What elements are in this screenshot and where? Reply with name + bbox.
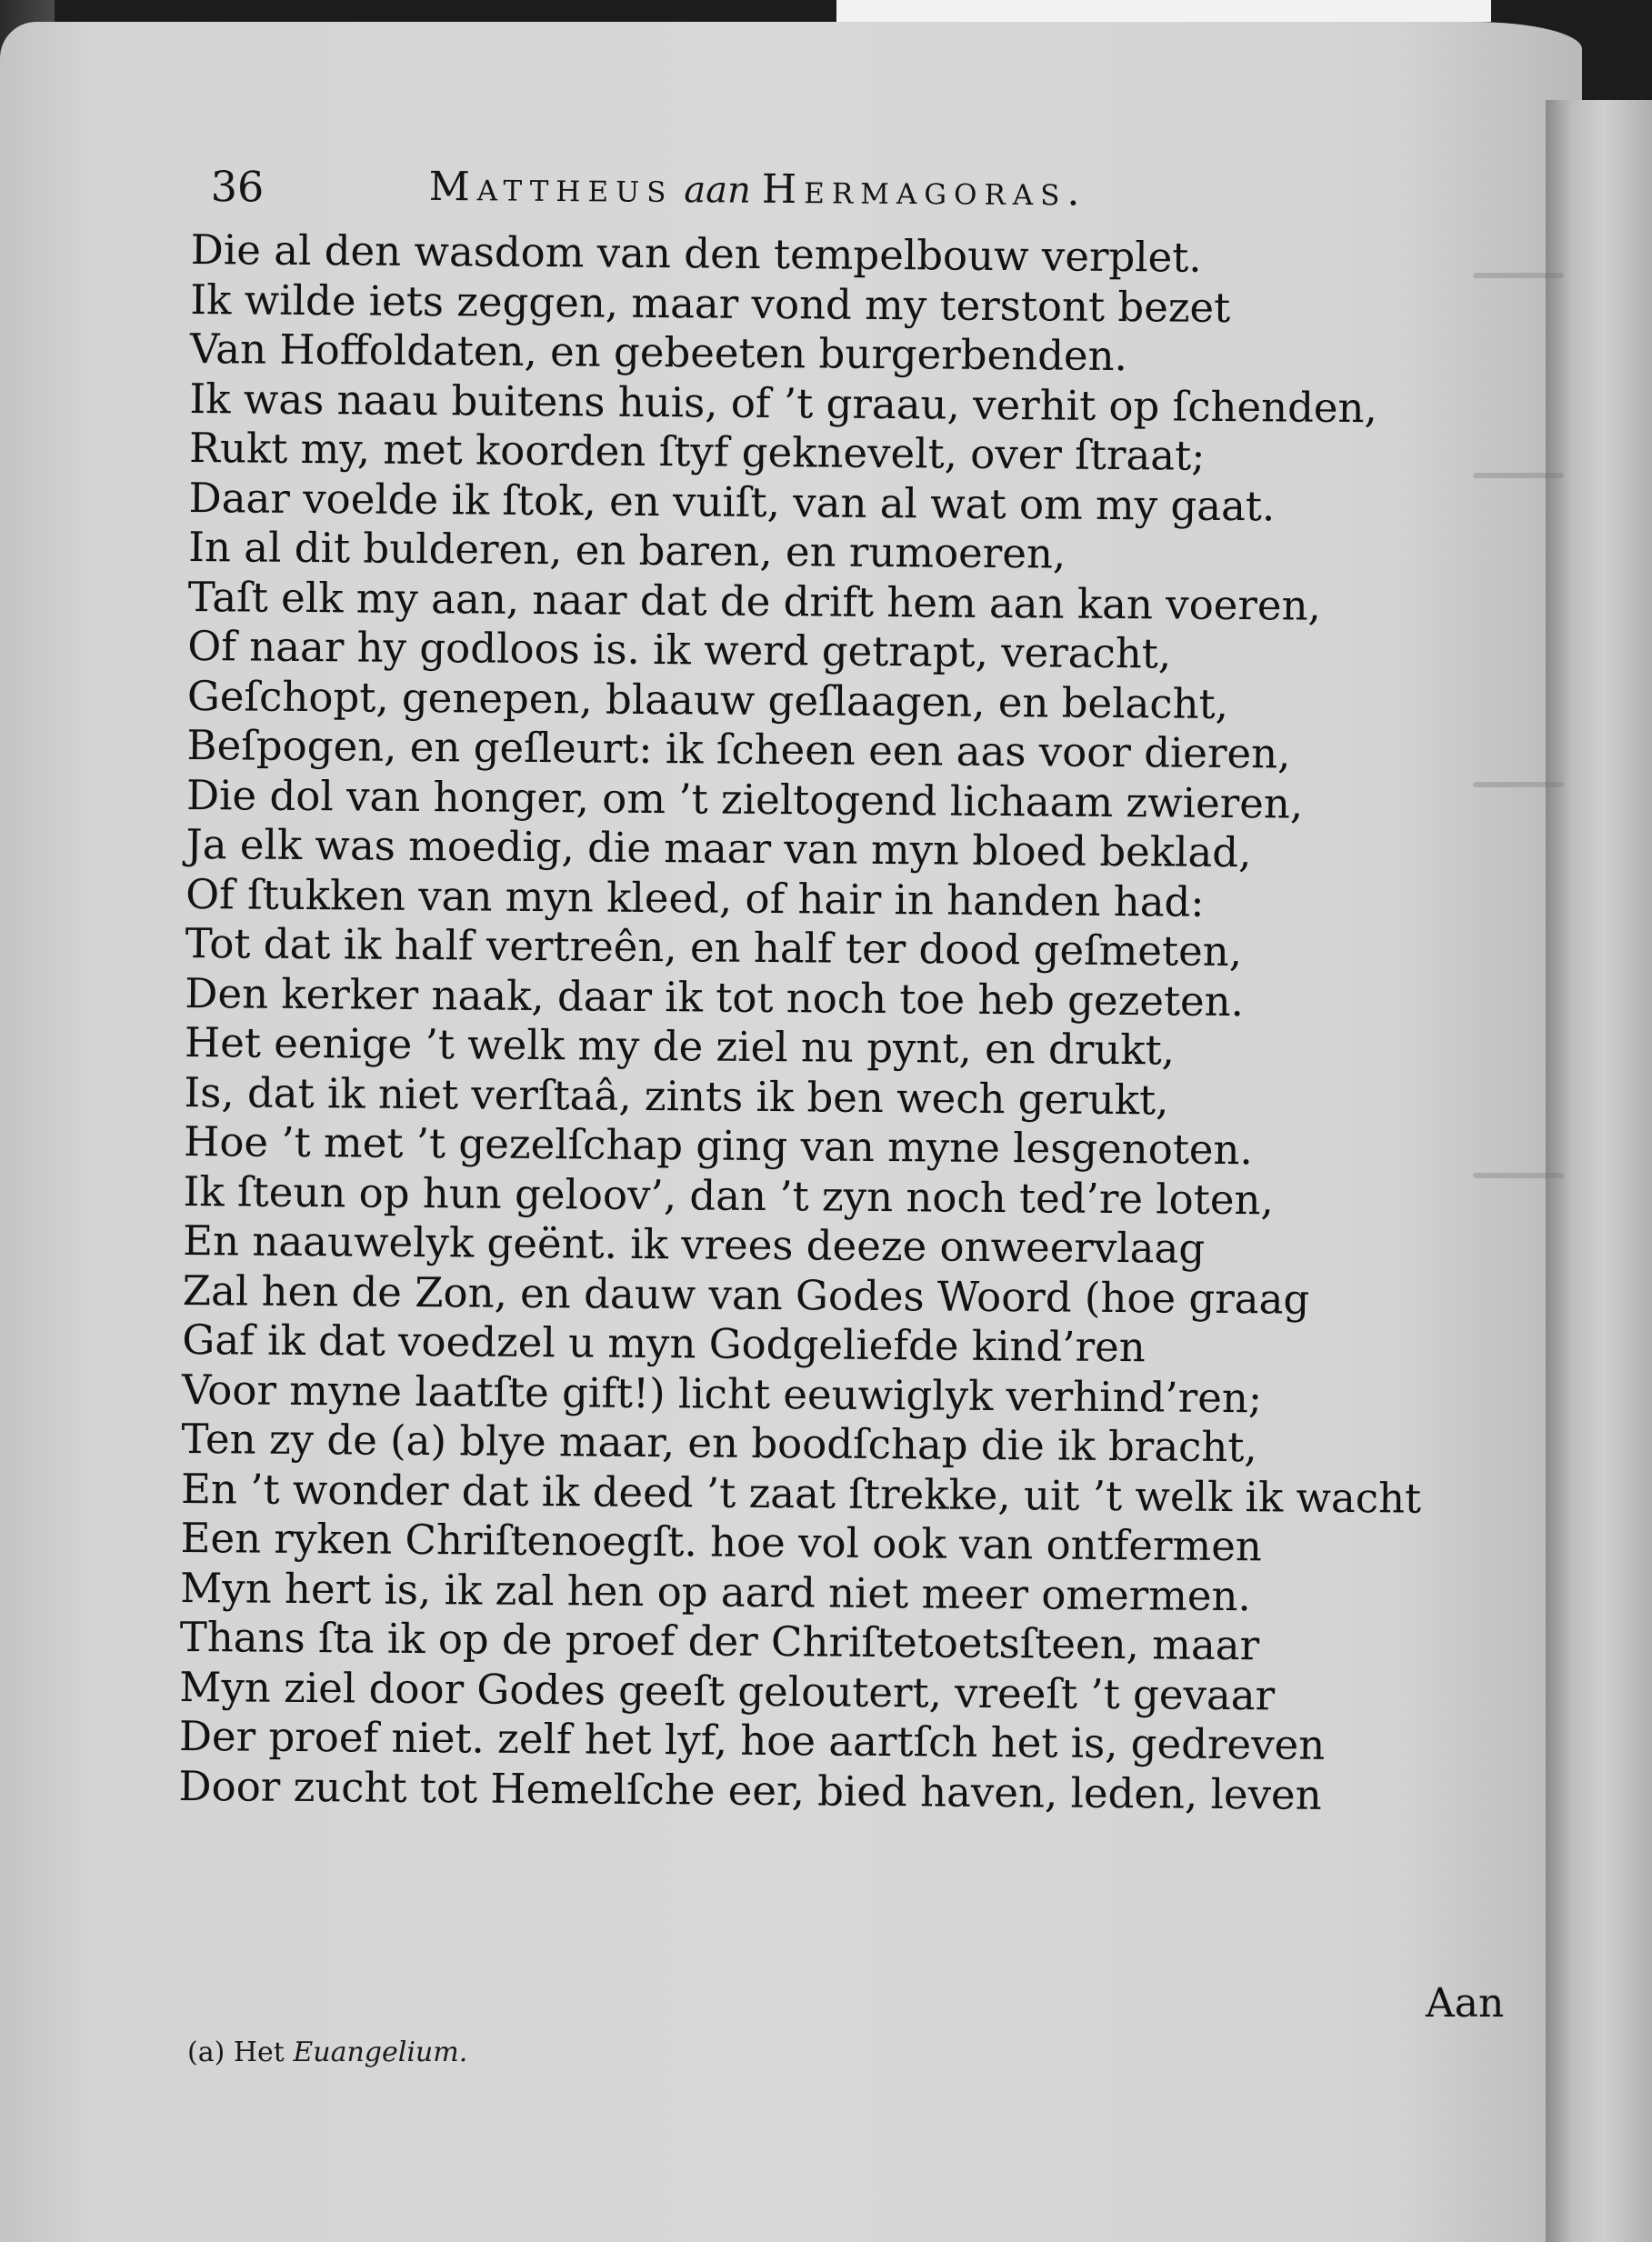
verse-line: Myn hert is, ik zal hen op aard niet meer omermen.: [180, 1563, 1252, 1620]
verse-line: Ik ſteun op hun geloov’, dan ’t zyn noch ted’re loten,: [183, 1166, 1274, 1224]
footnote: [187, 2037, 467, 2068]
running-head-connector: aan: [684, 169, 752, 212]
catchword: Aan: [1426, 1980, 1505, 2027]
verse-line: Het eenige ’t welk my de ziel nu pynt, en drukt,: [184, 1017, 1176, 1075]
verse-line: Geſchopt, genepen, blaauw geſlaagen, en belacht,: [186, 671, 1229, 728]
verse-line: Is, dat ik niet verſtaâ, zints ik ben wech gerukt,: [184, 1067, 1169, 1124]
footnote-marker: (a) Het: [187, 2037, 285, 2068]
verse-line: In al dit bulderen, en baren, en rumoeren,: [188, 522, 1066, 578]
page-number: 36: [210, 161, 265, 212]
verse-line: Tot dat ik half vertreên, en half ter dood geſmeten,: [185, 918, 1243, 976]
verse-line: Hoe ’t met ’t gezelſchap ging van myne lesgenoten.: [183, 1116, 1254, 1175]
verse-line: Die dol van honger, om ’t zieltogend lichaam zwieren,: [185, 770, 1304, 828]
verse-line: Myn ziel door Godes geeſt geloutert, vreeſt ’t gevaar: [179, 1662, 1276, 1719]
running-head-recipient: Hermagoras.: [761, 165, 1087, 215]
verse-line: Ik was naau buitens huis, of ’t graau, verhit op ſchenden,: [189, 374, 1378, 432]
facing-page-edge: [1546, 100, 1652, 2242]
verse-line: En naauwelyk geënt. ik vrees deeze onweervlaag: [183, 1216, 1206, 1273]
running-head: [429, 164, 1087, 215]
verse-line: Ten zy de (a) blye maar, en boodſchap die ik bracht,: [181, 1414, 1257, 1472]
verse-line: Gaf ik dat voedzel u myn Godgeliefde kind’ren: [182, 1315, 1146, 1372]
verse-line: Den kerker naak, daar ik tot noch toe heb gezeten.: [185, 968, 1245, 1026]
verse-line: Ik wilde iets zeggen, maar vond my terstont bezet: [190, 275, 1231, 332]
footnote-text: Euangelium.: [293, 2037, 468, 2068]
verse-line: Zal hen de Zon, en dauw van Godes Woord (hoe graag: [182, 1266, 1310, 1324]
verse-line: Door zucht tot Hemelſche eer, bied haven, leden, leven: [178, 1761, 1322, 1819]
verse-line: Rukt my, met koorden ſtyf geknevelt, over ſtraat;: [188, 423, 1206, 480]
verse-line: Beſpogen, en geſleurt: ik ſcheen een aas voor dieren,: [186, 720, 1291, 778]
verse-line: Of ſtukken van myn kleed, of hair in handen had:: [185, 869, 1205, 926]
verse-line: Die al den wasdom van den tempelbouw verplet.: [190, 225, 1202, 282]
verse-line: Of naar hy godloos is. ik werd getrapt, veracht,: [187, 621, 1172, 678]
verse-line: Der proef niet. zelf het lyf, hoe aartſch het is, gedreven: [178, 1711, 1326, 1769]
verse-line: Daar voelde ik ſtok, en vuiſt, van al wat om my gaat.: [188, 473, 1276, 530]
verse-line: En ’t wonder dat ik deed ’t zaat ſtrekke, uit ’t welk ik wacht: [180, 1464, 1422, 1523]
verse-text: [178, 225, 1500, 1821]
page-header: [210, 155, 1375, 236]
running-head-name: Mattheus: [428, 163, 674, 212]
verse-line: Voor myne laatſte gift!) licht eeuwiglyk verhind’ren;: [181, 1365, 1263, 1422]
verse-line: Een ryken Chriſtenoegſt. hoe vol ook van ontfermen: [180, 1513, 1263, 1571]
verse-line: Ja elk was moedig, die maar van myn bloed beklad,: [185, 819, 1252, 877]
verse-line: Thans ſta ik op de proef der Chriſtetoetsſteen, maar: [179, 1612, 1260, 1670]
verse-line: Van Hoffoldaten, en gebeeten burgerbenden.: [189, 324, 1128, 381]
background-paper-strip: [836, 0, 1491, 22]
verse-line: Taſt elk my aan, naar dat de drift hem aan kan voeren,: [187, 572, 1322, 630]
